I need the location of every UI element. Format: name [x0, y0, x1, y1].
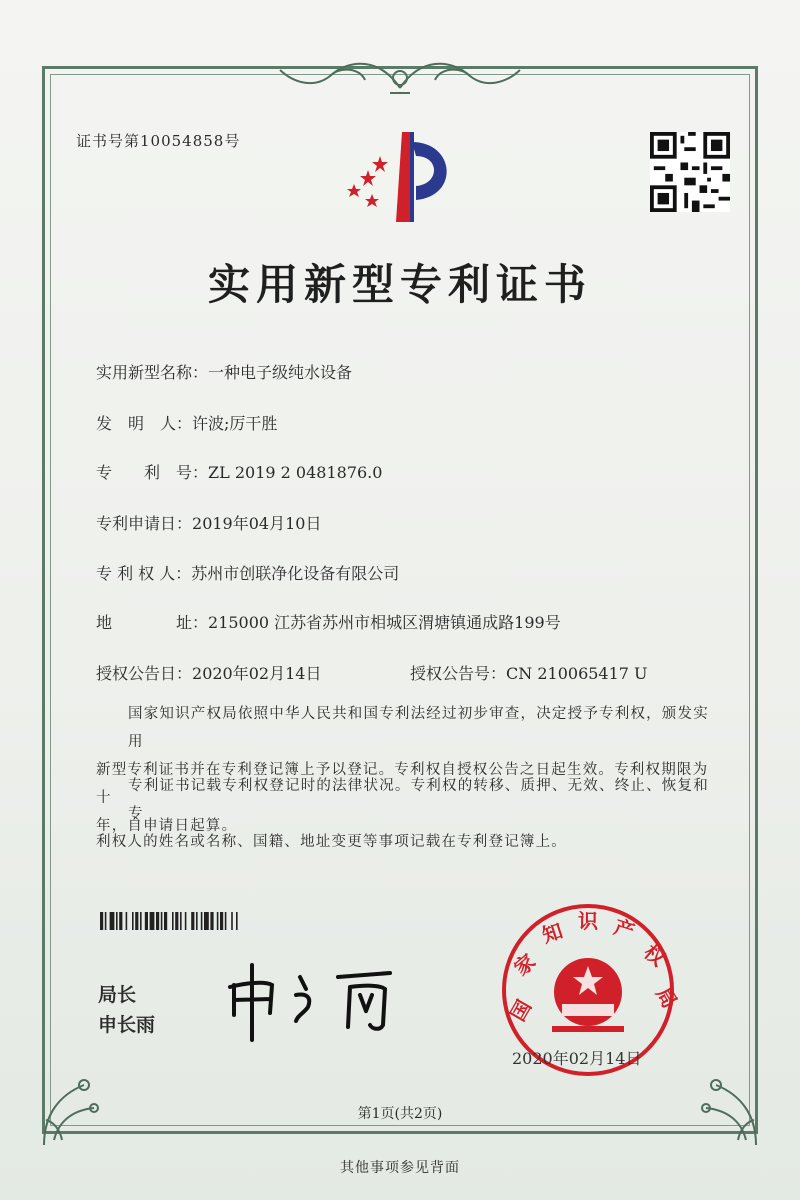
- seal-date: 2020年02月14日: [512, 1049, 642, 1068]
- qr-code-icon: [650, 132, 730, 212]
- field-label: 发 明 人：: [96, 414, 193, 433]
- svg-text:权: 权: [639, 939, 671, 971]
- field-address: [96, 610, 561, 633]
- field-label: 专利申请日：: [96, 514, 193, 533]
- footer-note: 其他事项参见背面: [340, 1160, 460, 1176]
- field-label: 专 利 号：: [96, 463, 209, 482]
- field-value: 215000 江苏省苏州市相城区渭塘镇通成路199号: [208, 613, 561, 632]
- director-signature-icon: [220, 955, 430, 1045]
- field-label: 授权公告号：: [410, 664, 507, 683]
- body-line: 专利证书记载专利权登记时的法律状况。专利权的转移、质押、无效、终止、恢复和专: [128, 778, 709, 822]
- svg-text:国: 国: [505, 995, 537, 1026]
- body-line: 国家知识产权局依照中华人民共和国专利法经过初步审查，决定授予专利权，颁发实用: [128, 706, 709, 750]
- body-paragraph-2: [96, 772, 720, 856]
- svg-text:局: 局: [651, 982, 683, 1013]
- field-label: 专 利 权 人：: [96, 564, 192, 583]
- field-value: ZL 2019 2 0481876.0: [208, 463, 383, 482]
- svg-text:知: 知: [539, 918, 566, 948]
- field-value: 苏州市创联净化设备有限公司: [191, 564, 400, 583]
- field-patent-number: [96, 460, 382, 483]
- certificate-number: 证书号第10054858号: [76, 132, 241, 150]
- field-label: 地 址：: [96, 613, 209, 632]
- body-line: 利权人的姓名或名称、国籍、地址变更等事项记载在专利登记簿上。: [96, 834, 567, 850]
- svg-text:家: 家: [509, 949, 541, 981]
- body-line: 新型专利证书并在专利登记簿上予以登记。专利权自授权公告之日起生效。专利权期限为十: [96, 762, 709, 806]
- barcode-icon: [100, 912, 330, 930]
- field-label: 授权公告日：: [96, 664, 193, 683]
- field-announce-number: [410, 661, 648, 684]
- field-announce-date: [96, 661, 321, 684]
- page-number: 第1页(共2页): [357, 1106, 443, 1122]
- svg-text:产: 产: [611, 914, 638, 944]
- field-label: 实用新型名称：: [96, 363, 209, 382]
- field-patentee: [96, 561, 399, 584]
- field-value: CN 210065417 U: [506, 664, 648, 683]
- director-name: 申长雨: [98, 1014, 156, 1036]
- svg-text:识: 识: [578, 909, 598, 933]
- field-value: 2020年02月14日: [192, 664, 322, 683]
- field-value: 许波;厉干胜: [192, 414, 278, 433]
- field-utility-name: [96, 360, 352, 383]
- director-title: 局长: [98, 984, 137, 1006]
- certificate-title: 实用新型专利证书: [207, 260, 592, 309]
- body-line: 年，自申请日起算。: [96, 818, 238, 834]
- field-value: 一种电子级纯水设备: [208, 363, 353, 382]
- top-ornament-icon: [270, 48, 530, 98]
- field-filing-date: [96, 511, 321, 534]
- field-inventor: [96, 411, 277, 434]
- cnipa-logo-icon: [340, 126, 470, 226]
- field-value: 2019年04月10日: [192, 514, 322, 533]
